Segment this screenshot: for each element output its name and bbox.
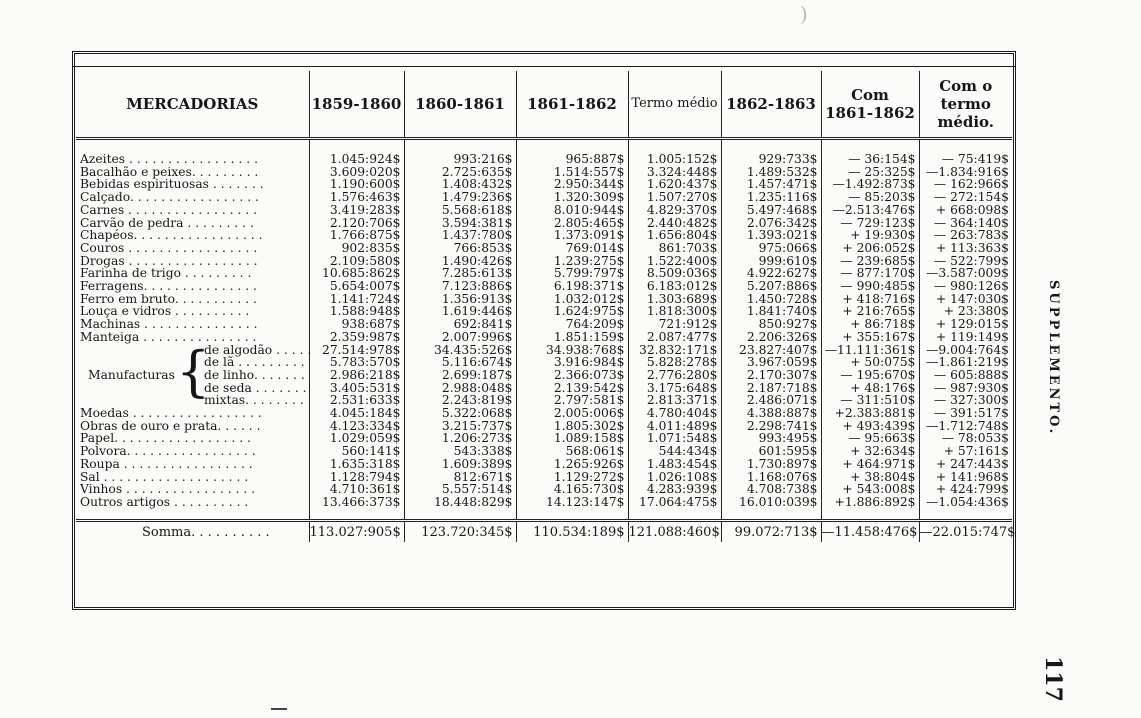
cell-com-termo-medio: — 327:300$ [919,394,1012,407]
cell-termo-medio: 2.813:371$ [628,394,721,407]
cell-1860-1861: 1.479:236$ [404,191,516,204]
cell-1860-1861: 1.206:273$ [404,432,516,445]
cell-1861-1862: 1.239:275$ [516,255,628,268]
cell-1861-1862: 769:014$ [516,242,628,255]
row-label-text: Azeites . . . . . . . . . . . . . . . . . [80,152,258,166]
cell-1861-1862: 1.373:091$ [516,229,628,242]
cell-1862-1863: 4.388:887$ [721,407,821,420]
cell-com-termo-medio: — 162:966$ [919,178,1012,191]
cell-1859-1860: 1.588:948$ [309,305,404,318]
cell-com-termo-medio: —1.861:219$ [919,356,1012,369]
cell-1862-1863: 1.450:728$ [721,293,821,306]
cell-com-termo-medio: — 987:930$ [919,382,1012,395]
cell-1860-1861: 993:216$ [404,139,516,166]
header-1860-1861: 1860-1861 [404,71,516,139]
cell-termo-medio: 3.324:448$ [628,166,721,179]
cell-1860-1861: 2.243:819$ [404,394,516,407]
cell-1859-1860: 2.109:580$ [309,255,404,268]
cell-1861-1862: 2.805:465$ [516,217,628,230]
cell-com-1861-1862: + 543:008$ [821,483,919,496]
row-label-text: Moedas . . . . . . . . . . . . . . . . . [80,406,262,421]
cell-1860-1861: 5.568:618$ [404,204,516,217]
cell-1861-1862: 1.514:557$ [516,166,628,179]
cell-1860-1861: 692:841$ [404,318,516,331]
cell-com-1861-1862: — 729:123$ [821,217,919,230]
cell-1862-1863: 5.207:886$ [721,280,821,293]
row-label-text: Machinas . . . . . . . . . . . . . . . [80,317,258,332]
row-label-text: Roupa . . . . . . . . . . . . . . . . . [80,456,253,471]
cell-com-1861-1862: — 85:203$ [821,191,919,204]
cell-com-termo-medio: + 147:030$ [919,293,1012,306]
cell-termo-medio: 1.026:108$ [628,471,721,484]
cell-1860-1861: 1.408:432$ [404,178,516,191]
cell-1859-1860: 4.710:361$ [309,483,404,496]
cell-1861-1862: 1.624:975$ [516,305,628,318]
row-label-text: Farinha de trigo . . . . . . . . . [80,266,252,281]
cell-com-1861-1862: + 355:167$ [821,331,919,344]
cell-1861-1862: 2.005:006$ [516,407,628,420]
cell-termo-medio: 5.828:278$ [628,356,721,369]
cell-termo-medio: 4.780:404$ [628,407,721,420]
cell-com-termo-medio: — 364:140$ [919,217,1012,230]
cell-com-termo-medio: + 247:443$ [919,458,1012,471]
cell-1861-1862: 3.916:984$ [516,356,628,369]
cell-com-termo-medio: — 980:126$ [919,280,1012,293]
cell-1862-1863: 4.922:627$ [721,267,821,280]
cell-1862-1863: 929:733$ [721,139,821,166]
cell-termo-medio: 721:912$ [628,318,721,331]
table-row [76,139,1012,166]
cell-com-1861-1862: + 38:804$ [821,471,919,484]
row-label [76,139,309,166]
row-label-text: Polvora. . . . . . . . . . . . . . . . . [80,444,256,459]
somma-com-1861-1862: —11.458:476$ [821,520,919,542]
cell-com-1861-1862: — 990:485$ [821,280,919,293]
cell-1861-1862: 8.010:944$ [516,204,628,217]
cell-1859-1860: 2.531:633$ [309,394,404,407]
cell-com-termo-medio: —1.712:748$ [919,420,1012,433]
cell-1862-1863: 2.187:718$ [721,382,821,395]
cell-1860-1861: 812:671$ [404,471,516,484]
cell-com-1861-1862: —1.492:873$ [821,178,919,191]
cell-1862-1863: 1.730:897$ [721,458,821,471]
row-label-text: Calçado. . . . . . . . . . . . . . . . . [80,190,259,205]
cell-com-termo-medio: + 23:380$ [919,305,1012,318]
row-label-text: Vinhos . . . . . . . . . . . . . . . . . [80,482,256,497]
cell-1860-1861: 2.699:187$ [404,369,516,382]
cell-1862-1863: 2.298:741$ [721,420,821,433]
cell-1861-1862: 6.198:371$ [516,280,628,293]
row-label-text: mixtas. . . . . . . . [204,393,304,408]
cell-termo-medio: 1.656:804$ [628,229,721,242]
cell-1859-1860: 10.685:862$ [309,267,404,280]
cell-com-1861-1862: + 86:718$ [821,318,919,331]
spacer-cell [76,509,309,521]
cell-1862-1863: 5.497:468$ [721,204,821,217]
cell-com-1861-1862: — 25:325$ [821,166,919,179]
row-label-text: Bacalhão e peixes. . . . . . . . . [80,164,259,179]
cell-1860-1861: 3.594:381$ [404,217,516,230]
cell-com-1861-1862: — 195:670$ [821,369,919,382]
cell-1859-1860: 27.514:978$ [309,344,404,357]
cell-com-termo-medio: — 78:053$ [919,432,1012,445]
row-label-text: Ferro em bruto. . . . . . . . . . . [80,291,257,306]
cell-1859-1860: 4.123:334$ [309,420,404,433]
cell-1862-1863: 850:927$ [721,318,821,331]
row-label-text: Chapéos. . . . . . . . . . . . . . . . . [80,228,263,243]
cell-1860-1861: 5.322:068$ [404,407,516,420]
header-1859-1860: 1859-1860 [309,71,404,139]
cell-com-termo-medio: + 668:098$ [919,204,1012,217]
cell-1859-1860: 5.654:007$ [309,280,404,293]
cell-1862-1863: 993:495$ [721,432,821,445]
spacer-cell [919,509,1012,521]
cell-com-1861-1862: + 19:930$ [821,229,919,242]
somma-termo-medio: 121.088:460$ [628,520,721,542]
cell-1859-1860: 1.141:724$ [309,293,404,306]
cell-1862-1863: 2.170:307$ [721,369,821,382]
cell-com-termo-medio: — 605:888$ [919,369,1012,382]
cell-1860-1861: 2.007:996$ [404,331,516,344]
cell-com-termo-medio: + 57:161$ [919,445,1012,458]
cell-1861-1862: 1.265:926$ [516,458,628,471]
cell-com-1861-1862: +2.383:881$ [821,407,919,420]
cell-com-termo-medio: + 119:149$ [919,331,1012,344]
cell-1859-1860: 13.466:373$ [309,496,404,509]
cell-1860-1861: 5.557:514$ [404,483,516,496]
cell-com-1861-1862: + 493:439$ [821,420,919,433]
cell-1860-1861: 1.490:426$ [404,255,516,268]
cell-1860-1861: 7.285:613$ [404,267,516,280]
cell-termo-medio: 4.283:939$ [628,483,721,496]
cell-com-1861-1862: — 95:663$ [821,432,919,445]
cell-1862-1863: 1.841:740$ [721,305,821,318]
cell-1859-1860: 5.783:570$ [309,356,404,369]
cell-1862-1863: 1.168:076$ [721,471,821,484]
cell-com-1861-1862: + 464:971$ [821,458,919,471]
header-1861-1862: 1861-1862 [516,71,628,139]
row-label-text: de linho. . . . . . . [204,367,305,382]
cell-1860-1861: 543:338$ [404,445,516,458]
cell-1859-1860: 1.045:924$ [309,139,404,166]
manufacturas-label: Manufacturas [88,367,175,382]
cell-1862-1863: 3.967:059$ [721,356,821,369]
cell-1862-1863: 999:610$ [721,255,821,268]
scan-dash [271,708,287,710]
cell-1859-1860: 2.120:706$ [309,217,404,230]
row-label [76,496,309,509]
cell-termo-medio: 4.011:489$ [628,420,721,433]
cell-1862-1863: 975:066$ [721,242,821,255]
cell-com-termo-medio: — 522:799$ [919,255,1012,268]
cell-com-1861-1862: + 206:052$ [821,242,919,255]
header-termo-medio: Termo médio [628,71,721,139]
row-label-text: Drogas . . . . . . . . . . . . . . . . . [80,253,258,268]
cell-com-termo-medio: —3.587:009$ [919,267,1012,280]
header-tm-line2: médio. [937,113,995,131]
cell-1861-1862: 1.320:309$ [516,191,628,204]
cell-termo-medio: 1.507:270$ [628,191,721,204]
cell-1862-1863: 601:595$ [721,445,821,458]
cell-termo-medio: 544:434$ [628,445,721,458]
cell-termo-medio: 1.071:548$ [628,432,721,445]
cell-com-1861-1862: — 877:170$ [821,267,919,280]
cell-1862-1863: 23.827:407$ [721,344,821,357]
cell-com-termo-medio: — 75:419$ [919,139,1012,166]
cell-1859-1860: 3.405:531$ [309,382,404,395]
row-label-text: Bebidas espirituosas . . . . . . . [80,177,264,192]
somma-1862-1863: 99.072:713$ [721,520,821,542]
header-com-1861-1862 [821,71,919,139]
header-com-termo-medio [919,71,1012,139]
cell-com-1861-1862: — 311:510$ [821,394,919,407]
cell-1861-1862: 568:061$ [516,445,628,458]
cell-1860-1861: 1.437:780$ [404,229,516,242]
cell-termo-medio: 17.064:475$ [628,496,721,509]
side-title: SUPPLEMENTO. [1046,280,1061,437]
header-mercadorias: MERCADORIAS [76,71,309,139]
header-tm-line1: Com o termo [939,77,993,113]
row-label-text: de lã . . . . . . . . . [204,355,305,370]
cell-1860-1861: 3.215:737$ [404,420,516,433]
somma-1859-1860: 113.027:905$ [309,520,404,542]
cell-com-1861-1862: — 239:685$ [821,255,919,268]
cell-1860-1861: 2.725:635$ [404,166,516,179]
cell-1861-1862: 4.165:730$ [516,483,628,496]
cell-1861-1862: 34.938:768$ [516,344,628,357]
somma-label: Somma. . . . . . . . . . [76,520,309,542]
cell-1859-1860: 1.635:318$ [309,458,404,471]
cell-com-1861-1862: + 418:716$ [821,293,919,306]
cell-1862-1863: 2.206:326$ [721,331,821,344]
row-label-text: Manteiga . . . . . . . . . . . . . . . [80,329,257,344]
spacer-cell [516,509,628,521]
cell-com-1861-1862: + 50:075$ [821,356,919,369]
cell-1860-1861: 2.988:048$ [404,382,516,395]
cell-1862-1863: 1.393:021$ [721,229,821,242]
somma-1861-1862: 110.534:189$ [516,520,628,542]
row-label-text: Couros . . . . . . . . . . . . . . . . . [80,240,258,255]
spacer-row [76,509,1012,521]
frame-rule [72,66,1016,67]
cell-termo-medio: 1.005:152$ [628,139,721,166]
cell-1860-1861: 7.123:886$ [404,280,516,293]
cell-termo-medio: 2.087:477$ [628,331,721,344]
header-com-line2: 1861-1862 [825,104,915,122]
somma-1860-1861: 123.720:345$ [404,520,516,542]
cell-1859-1860: 3.419:283$ [309,204,404,217]
cell-termo-medio: 8.509:036$ [628,267,721,280]
cell-termo-medio: 32.832:171$ [628,344,721,357]
cell-com-termo-medio: + 424:799$ [919,483,1012,496]
spacer-cell [821,509,919,521]
cell-1862-1863: 1.235:116$ [721,191,821,204]
cell-termo-medio: 1.818:300$ [628,305,721,318]
row-label-text: Papel. . . . . . . . . . . . . . . . . . [80,431,251,446]
row-label-text: Ferragens. . . . . . . . . . . . . . . [80,279,257,294]
manufacturas-brace: { [176,339,211,403]
cell-1861-1862: 1.129:272$ [516,471,628,484]
cell-1860-1861: 5.116:674$ [404,356,516,369]
header-com-line1: Com [851,86,889,104]
cell-termo-medio: 2.440:482$ [628,217,721,230]
cell-1860-1861: 766:853$ [404,242,516,255]
page-number: 117 [1040,656,1066,702]
row-label-text: Carnes . . . . . . . . . . . . . . . . . [80,202,258,217]
cell-com-1861-1862: + 32:634$ [821,445,919,458]
cell-termo-medio: 4.829:370$ [628,204,721,217]
cell-1859-1860: 938:687$ [309,318,404,331]
cell-termo-medio: 1.303:689$ [628,293,721,306]
cell-1860-1861: 18.448:829$ [404,496,516,509]
cell-1859-1860: 560:141$ [309,445,404,458]
cell-1861-1862: 1.089:158$ [516,432,628,445]
cell-1861-1862: 5.799:797$ [516,267,628,280]
cell-1862-1863: 4.708:738$ [721,483,821,496]
cell-1862-1863: 2.076:342$ [721,217,821,230]
row-label-text: de seda . . . . . . . [204,380,307,395]
cell-1859-1860: 1.029:059$ [309,432,404,445]
row-label-text: Obras de ouro e prata. . . . . . [80,418,261,433]
cell-com-termo-medio: —9.004:764$ [919,344,1012,357]
scan-mark: ) [800,2,808,26]
cell-com-1861-1862: — 36:154$ [821,139,919,166]
somma-row [76,520,1012,542]
spacer-cell [309,509,404,521]
cell-com-termo-medio: + 129:015$ [919,318,1012,331]
cell-1861-1862: 764:209$ [516,318,628,331]
row-label-text: de algodão . . . . . [204,342,312,357]
cell-1861-1862: 965:887$ [516,139,628,166]
table-body [76,139,1016,543]
somma-com-termo-medio: —22.015:747$ [919,520,1012,542]
spacer-cell [404,509,516,521]
cell-1859-1860: 4.045:184$ [309,407,404,420]
cell-termo-medio: 1.620:437$ [628,178,721,191]
cell-com-termo-medio: + 141:968$ [919,471,1012,484]
row-label-text: Sal . . . . . . . . . . . . . . . . . . . [80,469,249,484]
cell-termo-medio: 6.183:012$ [628,280,721,293]
cell-1861-1862: 1.851:159$ [516,331,628,344]
cell-1860-1861: 1.356:913$ [404,293,516,306]
cell-1862-1863: 1.489:532$ [721,166,821,179]
cell-1862-1863: 2.486:071$ [721,394,821,407]
spacer-cell [721,509,821,521]
cell-com-1861-1862: + 216:765$ [821,305,919,318]
cell-1861-1862: 1.805:302$ [516,420,628,433]
cell-termo-medio: 861:703$ [628,242,721,255]
cell-1861-1862: 2.797:581$ [516,394,628,407]
cell-1859-1860: 1.190:600$ [309,178,404,191]
cell-1862-1863: 16.010:039$ [721,496,821,509]
row-label-text: Outros artigos . . . . . . . . . . [80,494,249,509]
cell-com-1861-1862: +1.886:892$ [821,496,919,509]
cell-1859-1860: 1.128:794$ [309,471,404,484]
cell-1861-1862: 2.366:073$ [516,369,628,382]
cell-1859-1860: 1.766:875$ [309,229,404,242]
cell-1861-1862: 14.123:147$ [516,496,628,509]
cell-termo-medio: 1.522:400$ [628,255,721,268]
table-header-row [76,71,1012,139]
cell-1859-1860: 1.576:463$ [309,191,404,204]
spacer-cell [628,509,721,521]
imports-table [76,71,1016,542]
header-1862-1863: 1862-1863 [721,71,821,139]
cell-1859-1860: 902:835$ [309,242,404,255]
cell-com-termo-medio: + 113:363$ [919,242,1012,255]
row-label-text: Louça e vidros . . . . . . . . . . [80,304,250,319]
cell-1859-1860: 2.986:218$ [309,369,404,382]
cell-com-termo-medio: —1.054:436$ [919,496,1012,509]
manufacturas-row [76,369,1012,382]
cell-1861-1862: 2.950:344$ [516,178,628,191]
cell-1859-1860: 2.359:987$ [309,331,404,344]
cell-1860-1861: 1.619:446$ [404,305,516,318]
row-label-text: Carvão de pedra . . . . . . . . . [80,215,254,230]
cell-termo-medio: 3.175:648$ [628,382,721,395]
cell-termo-medio: 2.776:280$ [628,369,721,382]
cell-com-termo-medio: — 391:517$ [919,407,1012,420]
cell-1860-1861: 34.435:526$ [404,344,516,357]
cell-com-1861-1862: —11.111:361$ [821,344,919,357]
cell-1862-1863: 1.457:471$ [721,178,821,191]
cell-1859-1860: 3.609:020$ [309,166,404,179]
cell-com-termo-medio: — 263:783$ [919,229,1012,242]
cell-1861-1862: 2.139:542$ [516,382,628,395]
cell-com-1861-1862: + 48:176$ [821,382,919,395]
cell-termo-medio: 1.483:454$ [628,458,721,471]
cell-com-termo-medio: — 272:154$ [919,191,1012,204]
table-row [76,496,1012,509]
cell-1860-1861: 1.609:389$ [404,458,516,471]
cell-com-1861-1862: —2.513:476$ [821,204,919,217]
cell-1861-1862: 1.032:012$ [516,293,628,306]
cell-com-termo-medio: —1.834:916$ [919,166,1012,179]
